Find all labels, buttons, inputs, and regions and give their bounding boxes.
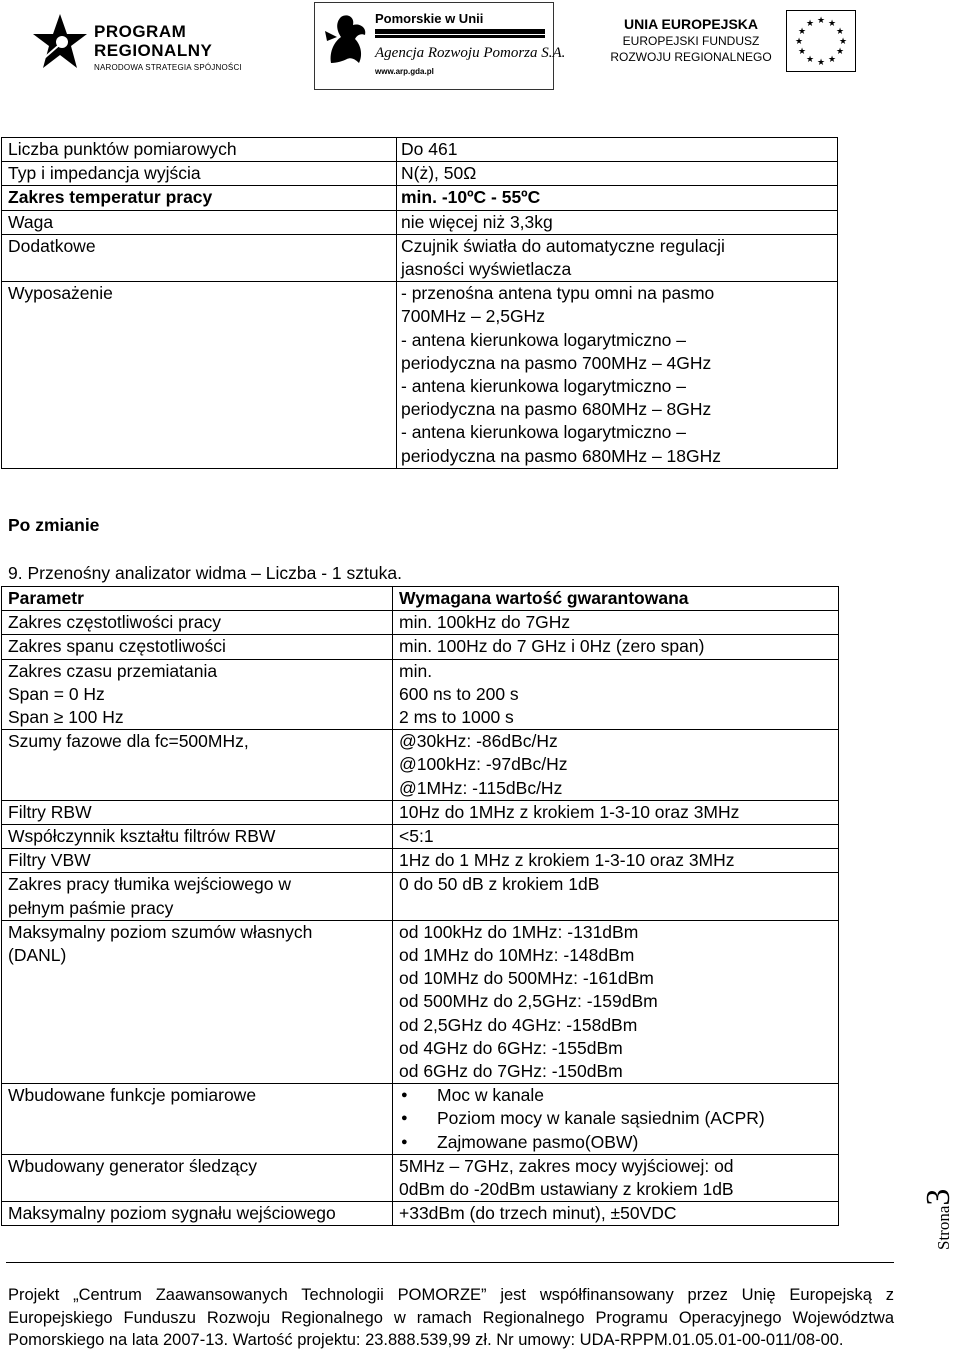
value-line: +33dBm (do trzech minut), ±50VDC <box>399 1203 677 1224</box>
row-label: Zakres temperatur pracy <box>2 186 397 210</box>
svg-text:★: ★ <box>827 19 837 29</box>
table-row <box>2 659 839 730</box>
row-label <box>2 611 393 635</box>
value-line: od 100kHz do 1MHz: -131dBm <box>399 921 639 942</box>
list-item: ● Zajmowane pasmo(OBW) <box>399 1131 838 1154</box>
page-number-value: 3 <box>920 1188 957 1206</box>
row-label: Typ i impedancja wyjścia <box>2 162 397 186</box>
value-line: 10Hz do 1MHz z krokiem 1-3-10 oraz 3MHz <box>399 801 740 822</box>
value-line: od 4GHz do 6GHz: -155dBm <box>399 1037 623 1058</box>
row-label: Waga <box>2 210 397 234</box>
table-row <box>2 1084 839 1155</box>
spec-table-previous <box>1 137 838 469</box>
label-line: Wbudowany generator śledzący <box>8 1155 258 1176</box>
row-label <box>2 873 393 920</box>
table-row <box>2 849 839 873</box>
label-line: Maksymalny poziom szumów własnych <box>8 921 313 942</box>
program-logo-line3: NARODOWA STRATEGIA SPÓJNOŚCI <box>94 63 242 72</box>
page-word: Strona <box>934 1205 953 1250</box>
pomorskie-agency: Agencja Rozwoju Pomorza S.A. <box>375 45 566 61</box>
row-label <box>2 1084 393 1155</box>
row-label <box>2 800 393 824</box>
eu-logo-line3: ROZWOJU REGIONALNEGO <box>610 50 772 64</box>
eu-logo <box>602 10 932 80</box>
value-line: - antena kierunkowa logarytmiczno – <box>401 376 687 397</box>
svg-text:★: ★ <box>797 27 807 37</box>
header-param: Parametr <box>2 587 393 611</box>
value-line: @30kHz: -86dBc/Hz <box>399 731 558 752</box>
list-item: ● Poziom mocy w kanale sąsiednim (ACPR) <box>399 1107 838 1130</box>
label-line: Filtry RBW <box>8 801 92 822</box>
page-header <box>0 0 960 95</box>
label-line: Maksymalny poziom sygnału wejściowego <box>8 1203 336 1224</box>
svg-text:★: ★ <box>794 37 804 47</box>
svg-text:★: ★ <box>838 37 848 47</box>
row-value <box>397 282 838 469</box>
row-value <box>393 800 839 824</box>
row-value <box>393 635 839 659</box>
svg-text:★: ★ <box>835 27 845 37</box>
program-logo-line2: REGIONALNY <box>94 41 213 60</box>
table-row <box>2 825 839 849</box>
value-line: periodyczna na pasmo 680MHz – 18GHz <box>401 445 722 466</box>
value-line: - przenośna antena typu omni na pasmo <box>401 283 715 304</box>
label-line: Span = 0 Hz <box>8 683 105 704</box>
label-line: Zakres spanu częstotliwości <box>8 636 226 657</box>
pomorskie-logo <box>314 2 566 90</box>
table-row <box>2 873 839 920</box>
row-label <box>2 1202 393 1226</box>
value-line: od 10MHz do 500MHz: -161dBm <box>399 968 654 989</box>
row-value <box>397 162 838 186</box>
label-line: (DANL) <box>8 945 67 966</box>
griffin-icon <box>321 11 371 69</box>
row-value <box>397 210 838 234</box>
row-label: Dodatkowe <box>2 234 397 281</box>
row-value <box>393 920 839 1083</box>
value-line: min. <box>399 660 433 681</box>
value-line: od 2,5GHz do 4GHz: -158dBm <box>399 1014 638 1035</box>
value-line: Do 461 <box>401 139 458 159</box>
label-line: Zakres czasu przemiatania <box>8 660 218 681</box>
svg-text:★: ★ <box>827 55 837 65</box>
label-line: Współczynnik kształtu filtrów RBW <box>8 826 276 847</box>
value-line: 1Hz do 1 MHz z krokiem 1-3-10 oraz 3MHz <box>399 850 735 871</box>
label-line: Filtry VBW <box>8 850 91 871</box>
svg-text:★: ★ <box>816 58 826 68</box>
row-label <box>2 920 393 1083</box>
row-label <box>2 659 393 730</box>
bullet-list <box>399 1084 838 1154</box>
value-line: nie więcej niż 3,3kg <box>401 211 553 232</box>
spec-table-analyzer <box>1 586 839 1226</box>
table-row <box>2 920 839 1083</box>
row-value <box>393 1154 839 1201</box>
value-line: Czujnik światła do automatyczne regulacji <box>401 235 725 256</box>
row-label <box>2 635 393 659</box>
row-value <box>393 1084 839 1155</box>
row-label <box>2 849 393 873</box>
value-line: - antena kierunkowa logarytmiczno – <box>401 422 687 443</box>
table-row <box>2 800 839 824</box>
table-header-row <box>2 587 839 611</box>
value-line: @1MHz: -115dBc/Hz <box>399 777 563 798</box>
svg-text:★: ★ <box>797 47 807 57</box>
table-row <box>2 635 839 659</box>
table-row <box>2 138 838 162</box>
value-line: periodyczna na pasmo 700MHz – 4GHz <box>401 352 712 373</box>
row-value <box>397 186 838 210</box>
value-line: min. 100kHz do 7GHz <box>399 612 571 633</box>
program-logo-line1: PROGRAM <box>94 22 187 41</box>
po-zmianie-heading: Po zmianie <box>8 515 100 535</box>
table-row <box>2 1154 839 1201</box>
row-value <box>393 825 839 849</box>
value-line: od 1MHz do 10MHz: -148dBm <box>399 945 635 966</box>
program-regionalny-logo <box>32 8 247 78</box>
row-value <box>397 138 838 162</box>
row-label <box>2 1154 393 1201</box>
table-row <box>2 611 839 635</box>
row-value <box>397 234 838 281</box>
value-line: 700MHz – 2,5GHz <box>401 306 545 327</box>
nss-star-icon <box>32 12 88 72</box>
value-line: od 500MHz do 2,5GHz: -159dBm <box>399 991 658 1012</box>
header-value: Wymagana wartość gwarantowana <box>393 587 839 611</box>
footer-text: Projekt „Centrum Zaawansowanych Technologii POMORZE” jest współfinansowany przez Unię Europejską z Europejskiego Funduszu Rozwoju Regionalnego w ramach Regionalnego Programu Operacyjnego Województwa Pomorskiego na lata 2007-13. Wartość projektu: 23.888.539,99 zł. Nr umowy: UDA-RPPM.01.05.01-00-011/08-00. <box>8 1286 894 1349</box>
table-row <box>2 162 838 186</box>
table-row <box>2 186 838 210</box>
table-row <box>2 730 839 801</box>
row-value <box>393 730 839 801</box>
value-line: @100kHz: -97dBc/Hz <box>399 754 568 775</box>
pomorskie-title: Pomorskie w Unii <box>375 11 484 26</box>
pomorskie-url: www.arp.gda.pl <box>375 67 434 76</box>
label-line: Szumy fazowe dla fc=500MHz, <box>8 731 249 752</box>
label-line: Zakres pracy tłumika wejściowego w <box>8 874 292 895</box>
label-line: Zakres częstotliwości pracy <box>8 612 221 633</box>
row-value <box>393 849 839 873</box>
svg-text:★: ★ <box>805 19 815 29</box>
table-row <box>2 282 838 469</box>
value-line: periodyczna na pasmo 680MHz – 8GHz <box>401 399 712 420</box>
table-row <box>2 210 838 234</box>
value-line: 600 ns to 200 s <box>399 683 519 704</box>
table-row <box>2 1202 839 1226</box>
value-line: od 6GHz do 7GHz: -150dBm <box>399 1061 623 1082</box>
svg-text:★: ★ <box>835 47 845 57</box>
svg-text:★: ★ <box>816 16 826 26</box>
value-line: min. -10ºC - 55ºC <box>401 187 541 208</box>
value-line: - antena kierunkowa logarytmiczno – <box>401 329 687 350</box>
value-line: 2 ms to 1000 s <box>399 707 514 728</box>
row-label <box>2 730 393 801</box>
value-line: <5:1 <box>399 826 434 847</box>
label-line: pełnym paśmie pracy <box>8 897 174 918</box>
row-value <box>393 1202 839 1226</box>
row-label: Wyposażenie <box>2 282 397 469</box>
value-line: 0dBm do -20dBm ustawiany z krokiem 1dB <box>399 1179 734 1200</box>
table-row <box>2 234 838 281</box>
value-line: 5MHz – 7GHz, zakres mocy wyjściowej: od <box>399 1155 734 1176</box>
label-line: Span ≥ 100 Hz <box>8 707 124 728</box>
svg-text:★: ★ <box>805 55 815 65</box>
row-label <box>2 825 393 849</box>
value-line: jasności wyświetlacza <box>401 259 572 280</box>
list-item: ● Moc w kanale <box>399 1084 838 1107</box>
row-label: Liczba punktów pomiarowych <box>2 138 397 162</box>
section-9-heading: 9. Przenośny analizator widma – Liczba - 1 sztuka. <box>8 563 402 583</box>
pomorskie-stripe-icon <box>375 29 545 39</box>
value-line: N(ż), 50Ω <box>401 163 477 184</box>
row-value <box>393 611 839 635</box>
row-value <box>393 659 839 730</box>
eu-flag-icon <box>786 10 856 72</box>
value-line: 0 do 50 dB z krokiem 1dB <box>399 874 600 895</box>
eu-logo-line1: UNIA EUROPEJSKA <box>623 16 759 32</box>
row-value <box>393 873 839 920</box>
eu-logo-line2: EUROPEJSKI FUNDUSZ <box>622 34 760 48</box>
page-number <box>900 1150 960 1260</box>
footer-divider <box>6 1262 894 1263</box>
value-line: min. 100Hz do 7 GHz i 0Hz (zero span) <box>399 636 705 657</box>
label-line: Wbudowane funkcje pomiarowe <box>8 1085 257 1106</box>
